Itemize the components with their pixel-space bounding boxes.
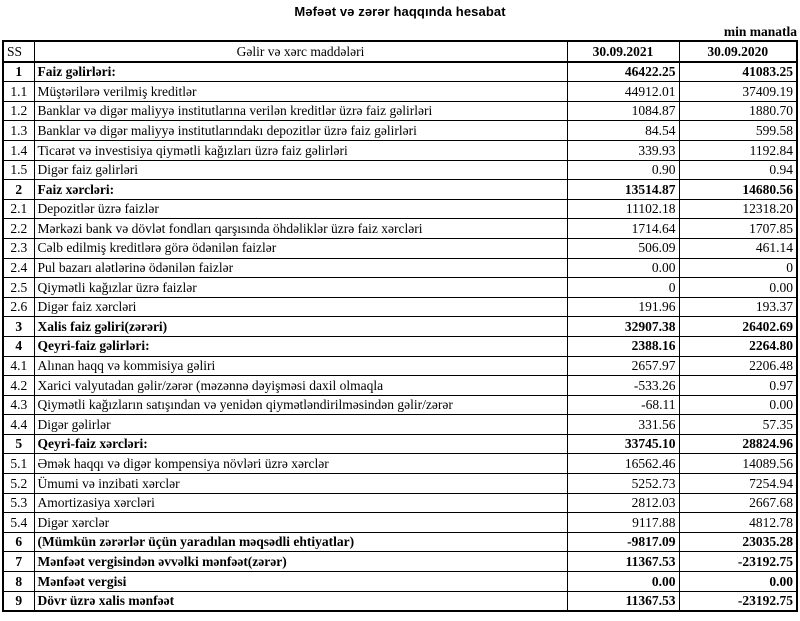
row-value-2020: 1192.84 [679, 140, 797, 160]
header-period-2021: 30.09.2021 [567, 41, 679, 62]
row-value-2020: 12318.20 [679, 199, 797, 219]
table-row [3, 552, 797, 572]
row-value-2020: 2667.68 [679, 493, 797, 513]
row-item-label: Qeyri-faiz xərcləri: [34, 434, 567, 454]
table-row [3, 376, 797, 396]
row-item-label: Qiymətli kağızlar üzrə faizlər [34, 278, 567, 298]
table-row [3, 278, 797, 298]
row-item-label: Mənfəət vergisindən əvvəlki mənfəət(zərər) [34, 552, 567, 572]
row-item-label: Depozitlər üzrə faizlər [34, 199, 567, 219]
row-value-2020: 0.97 [679, 376, 797, 396]
row-number: 1.2 [3, 101, 34, 121]
row-value-2021: 11367.53 [567, 591, 679, 611]
row-value-2020: 461.14 [679, 238, 797, 258]
row-value-2021: 331.56 [567, 415, 679, 435]
row-value-2020: 14680.56 [679, 180, 797, 200]
row-number: 5.2 [3, 474, 34, 494]
row-value-2020: 0.94 [679, 160, 797, 180]
table-row [3, 356, 797, 376]
row-value-2021: 506.09 [567, 238, 679, 258]
table-row [3, 101, 797, 121]
row-number: 8 [3, 572, 34, 592]
table-row [3, 140, 797, 160]
table-row [3, 238, 797, 258]
row-value-2021: -9817.09 [567, 532, 679, 552]
row-value-2021: 16562.46 [567, 454, 679, 474]
table-row [3, 415, 797, 435]
table-row [3, 258, 797, 278]
table-row [3, 317, 797, 337]
row-value-2020: 57.35 [679, 415, 797, 435]
row-value-2020: 1880.70 [679, 101, 797, 121]
row-number: 1.4 [3, 140, 34, 160]
row-item-label: Cəlb edilmiş kreditlərə görə ödənilən faizlər [34, 238, 567, 258]
table-row [3, 297, 797, 317]
row-value-2021: 13514.87 [567, 180, 679, 200]
row-value-2020: -23192.75 [679, 552, 797, 572]
row-value-2021: 33745.10 [567, 434, 679, 454]
row-value-2020: 23035.28 [679, 532, 797, 552]
row-value-2021: 2812.03 [567, 493, 679, 513]
table-row [3, 513, 797, 533]
row-item-label: Xarici valyutadan gəlir/zərər (məzənnə dəyişməsi daxil olmaqla [34, 376, 567, 396]
row-value-2021: 2388.16 [567, 336, 679, 356]
table-row [3, 493, 797, 513]
row-value-2021: 0 [567, 278, 679, 298]
row-item-label: Əmək haqqı və digər kompensiya növləri üzrə xərclər [34, 454, 567, 474]
row-item-label: Ticarət və investisiya qiymətli kağızları üzrə faiz gəlirləri [34, 140, 567, 160]
table-row [3, 572, 797, 592]
row-item-label: Qiymətli kağızların satışından və yenidən qiymətləndirilməsindən gəlir/zərər [34, 395, 567, 415]
table-header-row [3, 41, 797, 62]
table-row [3, 532, 797, 552]
row-number: 2.2 [3, 219, 34, 239]
row-number: 4.2 [3, 376, 34, 396]
row-number: 9 [3, 591, 34, 611]
row-value-2021: 191.96 [567, 297, 679, 317]
row-value-2021: 0.00 [567, 572, 679, 592]
row-value-2021: 1084.87 [567, 101, 679, 121]
row-value-2021: 84.54 [567, 121, 679, 141]
row-value-2020: 1707.85 [679, 219, 797, 239]
row-number: 6 [3, 532, 34, 552]
row-item-label: (Mümkün zərərlər üçün yaradılan məqsədli ehtiyatlar) [34, 532, 567, 552]
row-number: 2.6 [3, 297, 34, 317]
row-number: 1 [3, 62, 34, 82]
row-number: 2.5 [3, 278, 34, 298]
row-item-label: Digər faiz gəlirləri [34, 160, 567, 180]
row-item-label: Digər gəlirlər [34, 415, 567, 435]
row-number: 5 [3, 434, 34, 454]
row-value-2021: 5252.73 [567, 474, 679, 494]
table-row [3, 82, 797, 102]
row-value-2020: 37409.19 [679, 82, 797, 102]
row-item-label: Mənfəət vergisi [34, 572, 567, 592]
row-value-2021: 9117.88 [567, 513, 679, 533]
row-value-2020: 0.00 [679, 395, 797, 415]
row-value-2021: -68.11 [567, 395, 679, 415]
row-item-label: Müştərilərə verilmiş kreditlər [34, 82, 567, 102]
row-number: 2.1 [3, 199, 34, 219]
row-number: 3 [3, 317, 34, 337]
row-item-label: Alınan haqq və kommisiya gəliri [34, 356, 567, 376]
row-number: 4 [3, 336, 34, 356]
row-item-label: Mərkəzi bank və dövlət fondları qarşısında öhdəliklər üzrə faiz xərcləri [34, 219, 567, 239]
row-value-2020: 599.58 [679, 121, 797, 141]
row-value-2020: 14089.56 [679, 454, 797, 474]
row-number: 4.4 [3, 415, 34, 435]
row-value-2021: -533.26 [567, 376, 679, 396]
row-item-label: Digər faiz xərcləri [34, 297, 567, 317]
income-statement-table [2, 40, 798, 612]
table-row [3, 336, 797, 356]
row-value-2020: 0.00 [679, 572, 797, 592]
table-row [3, 591, 797, 611]
row-item-label: Ümumi və inzibati xərclər [34, 474, 567, 494]
table-row [3, 434, 797, 454]
row-value-2020: 41083.25 [679, 62, 797, 82]
report-title: Məfəət və zərər haqqında hesabat [294, 4, 506, 19]
row-value-2021: 11102.18 [567, 199, 679, 219]
table-row [3, 474, 797, 494]
row-value-2020: 2264.80 [679, 336, 797, 356]
table-row [3, 180, 797, 200]
row-item-label: Faiz gəlirləri: [34, 62, 567, 82]
row-number: 1.3 [3, 121, 34, 141]
row-value-2020: -23192.75 [679, 591, 797, 611]
row-value-2021: 2657.97 [567, 356, 679, 376]
row-item-label: Xalis faiz gəliri(zərəri) [34, 317, 567, 337]
row-number: 1.1 [3, 82, 34, 102]
row-value-2020: 4812.78 [679, 513, 797, 533]
row-value-2021: 11367.53 [567, 552, 679, 572]
row-item-label: Banklar və digər maliyyə institutlarına verilən kreditlər üzrə faiz gəlirləri [34, 101, 567, 121]
row-item-label: Digər xərclər [34, 513, 567, 533]
row-item-label: Amortizasiya xərcləri [34, 493, 567, 513]
row-value-2021: 1714.64 [567, 219, 679, 239]
row-number: 4.3 [3, 395, 34, 415]
row-item-label: Pul bazarı alətlərinə ödənilən faizlər [34, 258, 567, 278]
row-item-label: Dövr üzrə xalis mənfəət [34, 591, 567, 611]
table-row [3, 219, 797, 239]
row-number: 2.4 [3, 258, 34, 278]
table-row [3, 199, 797, 219]
row-value-2021: 32907.38 [567, 317, 679, 337]
table-row [3, 160, 797, 180]
table-row [3, 62, 797, 82]
row-value-2021: 44912.01 [567, 82, 679, 102]
row-value-2020: 193.37 [679, 297, 797, 317]
table-row [3, 395, 797, 415]
table-body [3, 62, 797, 612]
row-number: 2.3 [3, 238, 34, 258]
unit-note: min manatla [723, 24, 797, 39]
table-row [3, 454, 797, 474]
table-row [3, 121, 797, 141]
row-value-2021: 46422.25 [567, 62, 679, 82]
row-number: 1.5 [3, 160, 34, 180]
row-value-2020: 26402.69 [679, 317, 797, 337]
row-number: 4.1 [3, 356, 34, 376]
row-number: 7 [3, 552, 34, 572]
row-item-label: Banklar və digər maliyyə institutlarındakı depozitlər üzrə faiz gəlirləri [34, 121, 567, 141]
row-value-2020: 7254.94 [679, 474, 797, 494]
row-number: 5.4 [3, 513, 34, 533]
row-number: 5.1 [3, 454, 34, 474]
header-period-2020: 30.09.2020 [679, 41, 797, 62]
row-value-2021: 0.90 [567, 160, 679, 180]
header-item: Gəlir və xərc maddələri [34, 41, 567, 62]
row-value-2021: 339.93 [567, 140, 679, 160]
row-number: 2 [3, 180, 34, 200]
row-value-2020: 0 [679, 258, 797, 278]
row-value-2020: 0.00 [679, 278, 797, 298]
row-value-2020: 28824.96 [679, 434, 797, 454]
header-ss: SS [3, 41, 34, 62]
row-value-2021: 0.00 [567, 258, 679, 278]
row-value-2020: 2206.48 [679, 356, 797, 376]
row-item-label: Faiz xərcləri: [34, 180, 567, 200]
row-number: 5.3 [3, 493, 34, 513]
row-item-label: Qeyri-faiz gəlirləri: [34, 336, 567, 356]
